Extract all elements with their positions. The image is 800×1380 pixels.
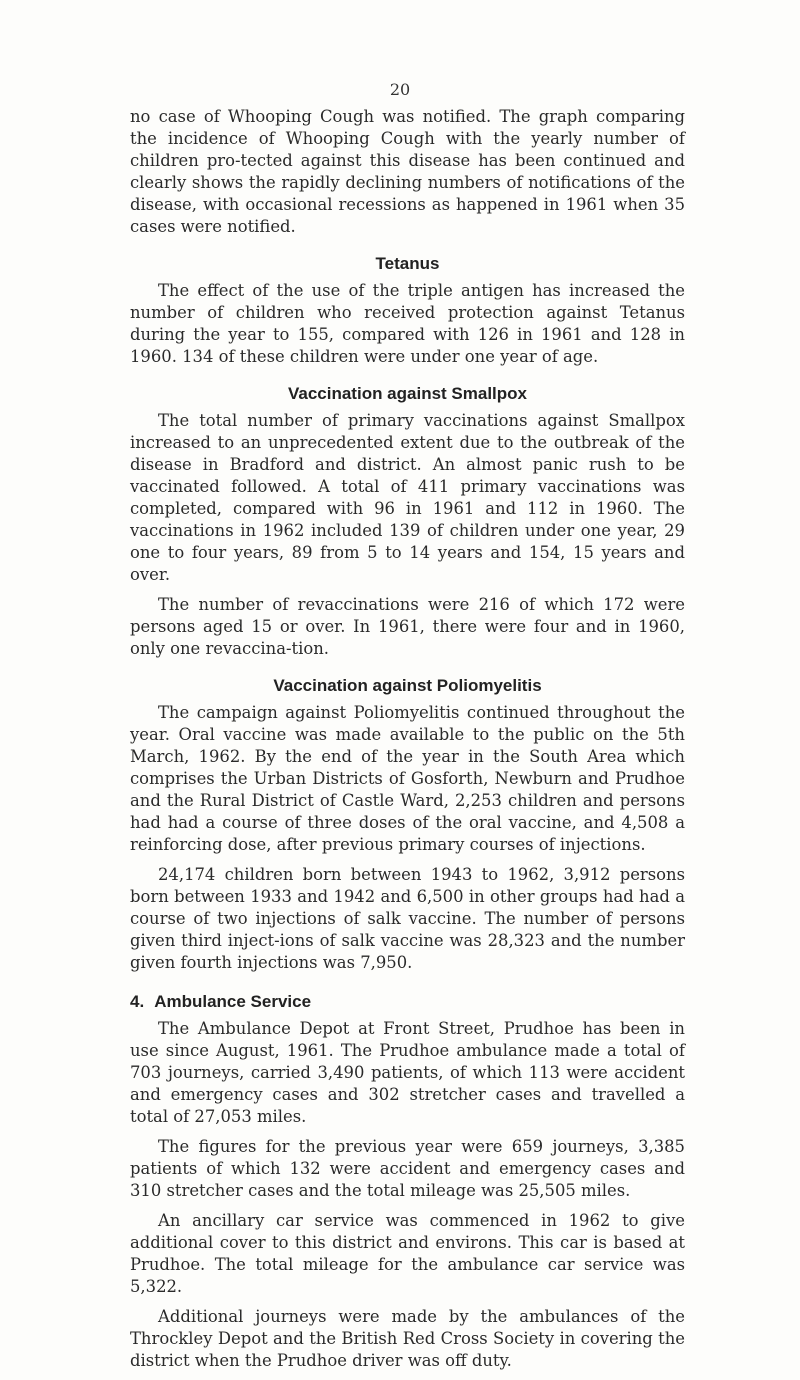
smallpox-heading: Vaccination against Smallpox [287, 384, 528, 403]
tetanus-paragraph: The effect of the use of the triple antigen has increased the number of children who received protection against Tetanus during the year to 155, compared with 126 in 1961 and 128 in 1960. 134 of these children were under one year of age. [130, 281, 685, 366]
ambulance-heading [130, 992, 685, 1012]
ambulance-paragraph: The Ambulance Depot at Front Street, Prudhoe has been in use since August, 1961. The Prudhoe ambulance made a total of 703 journeys, carried 3,490 patients, of which 113 were accident and emergency cases and 302 stretcher cases and travelled a total of 27,053 miles. [130, 1019, 685, 1126]
smallpox-paragraph: The number of revaccinations were 216 of which 172 were persons aged 15 or over. In 1961, there were four and in 1960, only one revaccina-tion. [130, 595, 685, 658]
page-number: 20 [389, 80, 411, 99]
ambulance-paragraph: Additional journeys were made by the ambulances of the Throckley Depot and the British Red Cross Society in covering the district when the Prudhoe driver was off duty. [130, 1307, 685, 1370]
smallpox-paragraph: The total number of primary vaccinations against Smallpox increased to an unprecedented extent due to the outbreak of the disease in Bradford and district. An almost panic rush to be vaccinated followed. A total of 411 primary vaccinations was completed, compared with 96 in 1961 and 112 in 1960. The vaccinations in 1962 included 139 of children under one year, 29 one to four years, 89 from 5 to 14 years and 154, 15 years and over. [130, 411, 685, 584]
document-page [130, 106, 685, 1380]
ambulance-heading-text: Ambulance Service [154, 992, 312, 1011]
polio-heading: Vaccination against Poliomyelitis [273, 676, 542, 695]
polio-paragraph: 24,174 children born between 1943 to 1962, 3,912 persons born between 1933 and 1942 and 6,500 in other groups had had a course of two injections of salk vaccine. The number of persons given third inject-ions of salk vaccine was 28,323 and the number given fourth injections was 7,950. [130, 865, 685, 972]
ambulance-paragraph: An ancillary car service was commenced in 1962 to give additional cover to this district and environs. This car is based at Prudhoe. The total mileage for the ambulance car service was 5,322. [130, 1211, 685, 1296]
polio-paragraph: The campaign against Poliomyelitis continued throughout the year. Oral vaccine was made available to the public on the 5th March, 1962. By the end of the year in the South Area which comprises the Urban Districts of Gosforth, Newburn and Prudhoe and the Rural District of Castle Ward, 2,253 children and persons had had a course of three doses of the oral vaccine, and 4,508 a reinforcing dose, after previous primary courses of injections. [130, 703, 685, 854]
tetanus-heading: Tetanus [375, 254, 440, 273]
section-number: 4. [130, 992, 145, 1011]
intro-paragraph: no case of Whooping Cough was notified. The graph comparing the incidence of Whooping Cough with the yearly number of children pro-tected against this disease has been continued and clearly shows the rapidly declining numbers of notifications of the disease, with occasional recessions as happened in 1961 when 35 cases were notified. [130, 107, 685, 236]
ambulance-paragraph: The figures for the previous year were 659 journeys, 3,385 patients of which 132 were accident and emergency cases and 310 stretcher cases and the total mileage was 25,505 miles. [130, 1137, 685, 1200]
